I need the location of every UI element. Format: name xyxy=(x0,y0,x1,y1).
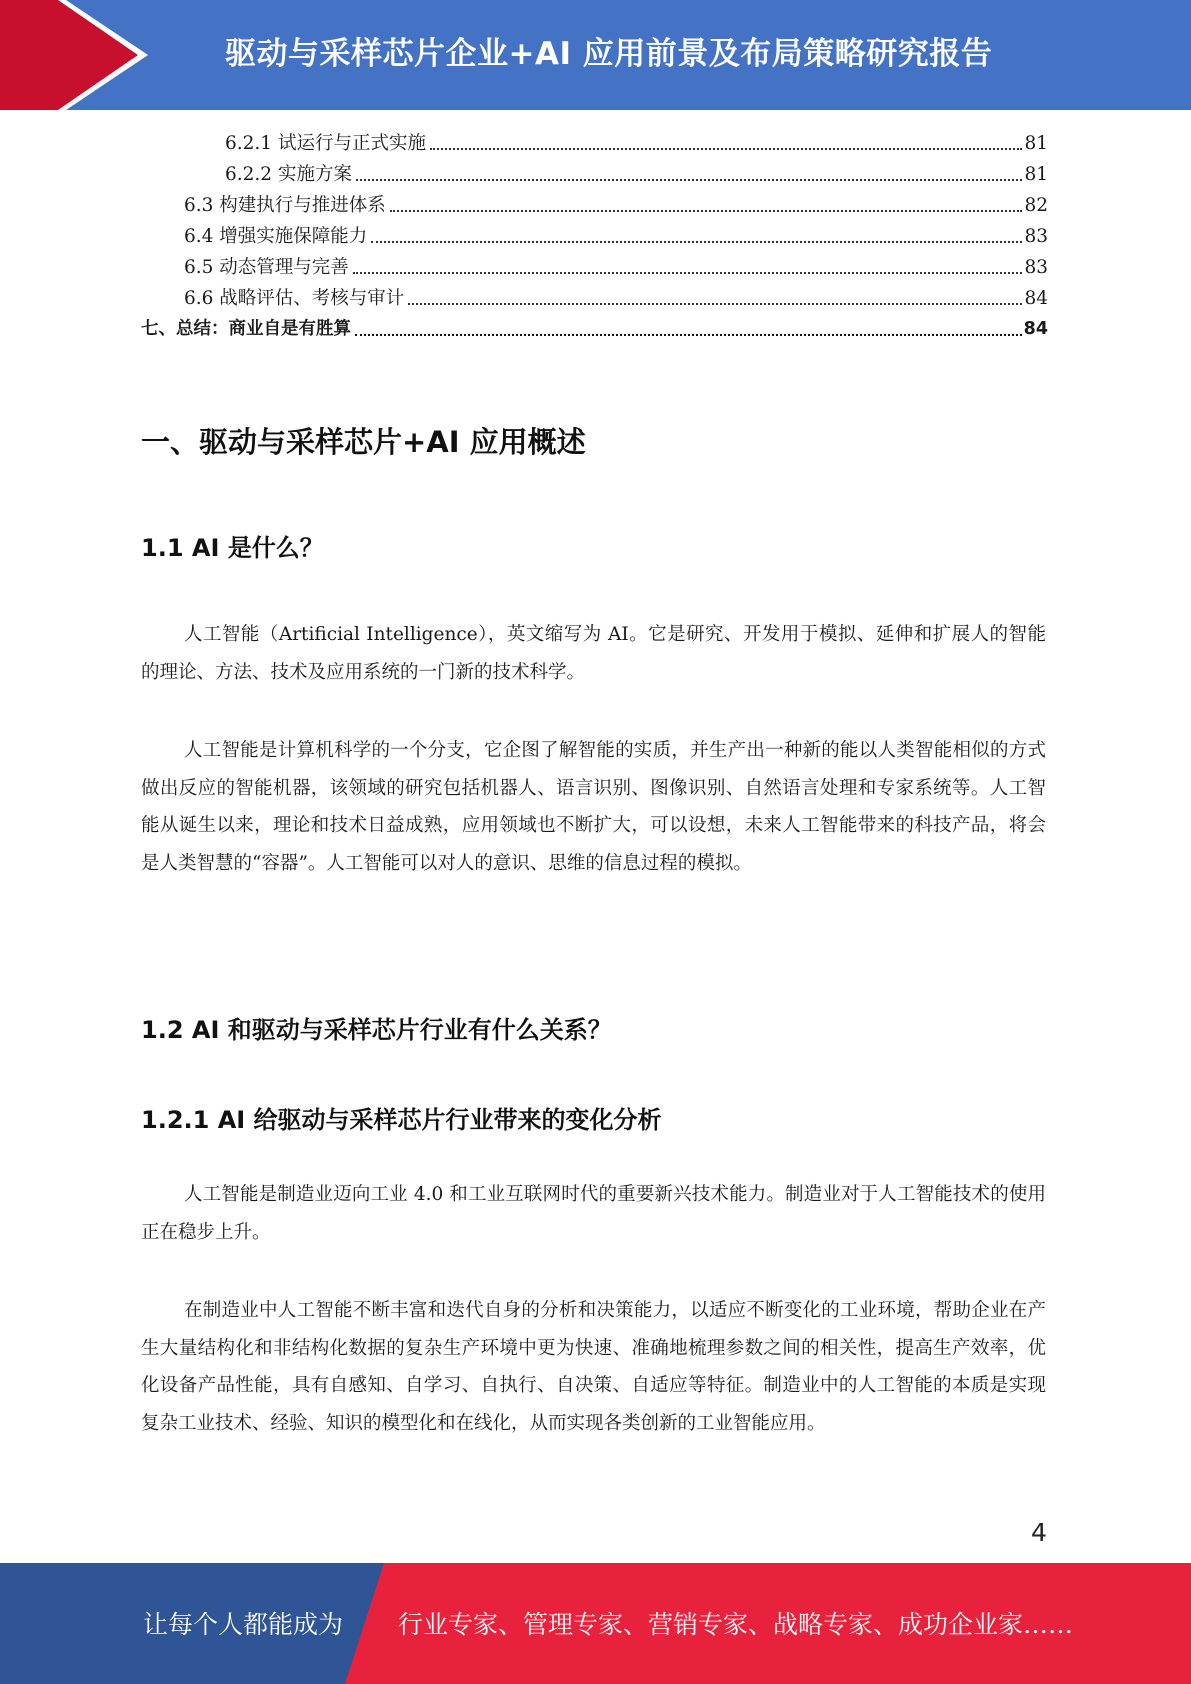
toc-entry[interactable] xyxy=(141,221,1048,252)
toc-entry[interactable] xyxy=(141,190,1048,221)
toc-leader-dots xyxy=(356,179,1023,181)
toc-leader-dots xyxy=(371,241,1022,243)
paragraph-manufacturing-ai: 人工智能是制造业迈向工业 4.0 和工业互联网时代的重要新兴技术能力。制造业对于人工智能技术的使用正在稳步上升。 xyxy=(141,1184,1046,1243)
toc-leader-dots xyxy=(408,303,1022,305)
toc-entry[interactable] xyxy=(141,128,1048,159)
subsection-heading-1-2-1: 1.2.1 AI 给驱动与采样芯片行业带来的变化分析 xyxy=(141,1106,662,1134)
footer-right-text: 行业专家、管理专家、营销专家、战略专家、成功企业家…… xyxy=(398,1610,1074,1639)
table-of-contents xyxy=(141,128,1048,345)
toc-entry-page: 81 xyxy=(1024,164,1048,185)
paragraph-ai-branch: 人工智能是计算机科学的一个分支，它企图了解智能的实质，并生产出一种新的能以人类智能相似的方式做出反应的智能机器，该领域的研究包括机器人、语言识别、图像识别、自然语言处理和专家系统等。人工智能从诞生以来，理论和技术日益成熟，应用领域也不断扩大，可以设想，未来人工智能带来的科技产品，将会是人类智慧的“容器”。人工智能可以对人的意识、思维的信息过程的模拟。 xyxy=(141,740,1046,874)
toc-entry[interactable] xyxy=(141,252,1048,283)
footer-bar xyxy=(0,1563,1191,1684)
toc-entry-page: 82 xyxy=(1024,195,1048,216)
toc-entry-label: 6.5 动态管理与完善 xyxy=(184,252,351,283)
toc-entry-label: 七、总结：商业自是有胜算 xyxy=(141,314,353,345)
toc-entry[interactable] xyxy=(141,314,1048,345)
header-chevron-icon xyxy=(0,0,160,110)
paragraph-ai-definition: 人工智能（Artificial Intelligence），英文缩写为 AI。它是研究、开发用于模拟、延伸和扩展人的智能的理论、方法、技术及应用系统的一门新的技术科学。 xyxy=(141,624,1046,683)
toc-entry-label: 6.2.1 试运行与正式实施 xyxy=(225,128,428,159)
toc-entry-label: 6.4 增强实施保障能力 xyxy=(184,221,369,252)
paragraph-manufacturing-ai-detail: 在制造业中人工智能不断丰富和迭代自身的分析和决策能力，以适应不断变化的工业环境，帮助企业在产生大量结构化和非结构化数据的复杂生产环境中更为快速、准确地梳理参数之间的相关性，提高生产效率，优化设备产品性能，具有自感知、自学习、自执行、自决策、自适应等特征。制造业中的人工智能的本质是实现复杂工业技术、经验、知识的模型化和在线化，从而实现各类创新的工业智能应用。 xyxy=(141,1300,1046,1434)
toc-leader-dots xyxy=(353,272,1023,274)
header-title: 驱动与采样芯片企业+AI 应用前景及布局策略研究报告 xyxy=(225,36,993,72)
header-bar xyxy=(0,0,1191,110)
subsection-heading-1-1: 1.1 AI 是什么？ xyxy=(141,534,324,562)
toc-entry-page: 83 xyxy=(1024,257,1048,278)
toc-entry-page: 84 xyxy=(1024,288,1048,309)
toc-entry-label: 6.6 战略评估、考核与审计 xyxy=(184,283,406,314)
toc-leader-dots xyxy=(430,148,1022,150)
toc-entry-page: 83 xyxy=(1024,226,1048,247)
toc-entry-label: 6.3 构建执行与推进体系 xyxy=(184,190,388,221)
toc-entry-label: 6.2.2 实施方案 xyxy=(225,159,354,190)
toc-leader-dots xyxy=(355,334,1022,336)
section-heading: 一、驱动与采样芯片+AI 应用概述 xyxy=(141,425,586,459)
footer-left-text: 让每个人都能成为 xyxy=(143,1610,344,1639)
toc-entry-page: 84 xyxy=(1023,319,1048,339)
toc-entry[interactable] xyxy=(141,159,1048,190)
toc-entry[interactable] xyxy=(141,283,1048,314)
toc-entry-page: 81 xyxy=(1024,133,1048,154)
toc-leader-dots xyxy=(390,210,1023,212)
subsection-heading-1-2: 1.2 AI 和驱动与采样芯片行业有什么关系？ xyxy=(141,1016,612,1044)
page-number: 4 xyxy=(1031,1518,1047,1547)
